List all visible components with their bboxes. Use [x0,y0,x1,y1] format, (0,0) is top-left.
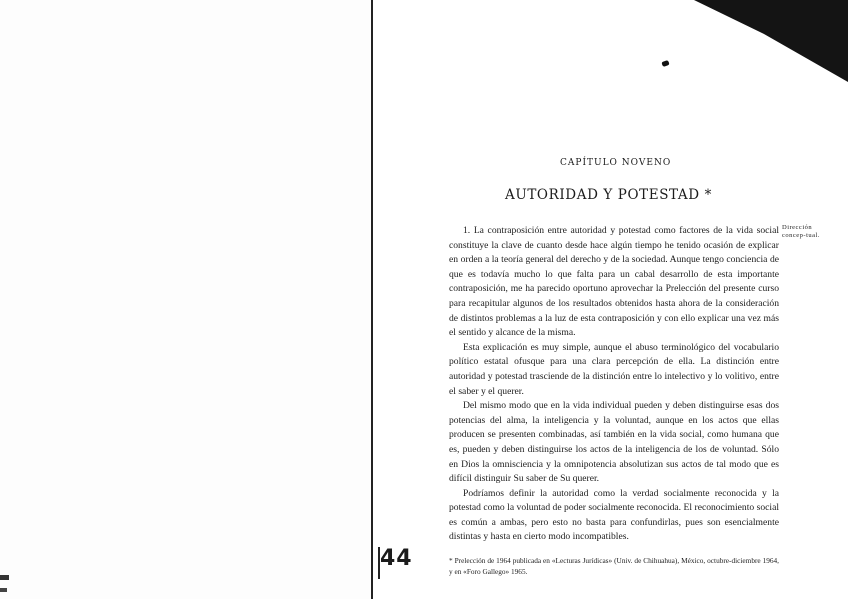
left-page-speck [0,575,9,580]
footnote: * Prelección de 1964 publicada en «Lecturas Jurídicas» (Univ. de Chihuahua), México, octubre-diciembre 1964, y en «Foro Gallego» 1965. [449,556,779,576]
page-number: 44 [380,546,413,571]
left-page-speck [0,588,7,592]
paragraph: 1. La contraposición entre autoridad y potestad como factores de la vida social constituye la clave de cuanto desde hace algún tiempo he tenido ocasión de explicar en orden a la teoría general del derecho y de la sociedad. Aunque tengo conciencia de que es todavía mucho lo que falta para un cabal desarrollo de esta importante contraposición, me ha parecido oportuno aprovechar la Prelección del presente curso para recapitular algunos de los resultados obtenidos hasta ahora de la consideración de distintos problemas a la luz de esta contraposición y con ello explicar una vez más el sentido y alcance de la misma. [449,225,779,339]
body-text [449,224,779,545]
paragraph: Del mismo modo que en la vida individual pueden y deben distinguirse esas dos potencias del alma, la inteligencia y la voluntad, aunque en los actos que ellas producen se presenten combinadas, así también en la vida social, como humana que es, pueden y deben distinguirse los actos de la inteligencia de los de voluntad. Sólo en Dios la omnisciencia y la omnipotencia absolutizan sus actos de tal modo que es difícil distinguir Su saber de Su querer. [449,400,779,485]
left-page [0,0,372,599]
paragraph: Esta explicación es muy simple, aunque el abuso terminológico del vocabulario político estatal ofusque para una clara percepción de ella. La distinción entre autoridad y potestad trasciende de la distinción entre lo intelectivo y lo volitivo, entre el saber y el querer. [449,341,779,397]
corner-shadow [694,0,848,82]
margin-note: Dirección concep-tual. [782,224,820,239]
paragraph: Podríamos definir la autoridad como la verdad socialmente reconocida y la potestad como la voluntad de poder socialmente reconocida. El reconocimiento social es común a ambas, pero esto no basta para confundirlas, pues son esencialmente distintas y hasta en cierto modo incompatibles. [449,487,779,543]
chapter-label: CAPÍTULO NOVENO [560,158,672,168]
chapter-title: AUTORIDAD Y POTESTAD * [505,187,712,203]
